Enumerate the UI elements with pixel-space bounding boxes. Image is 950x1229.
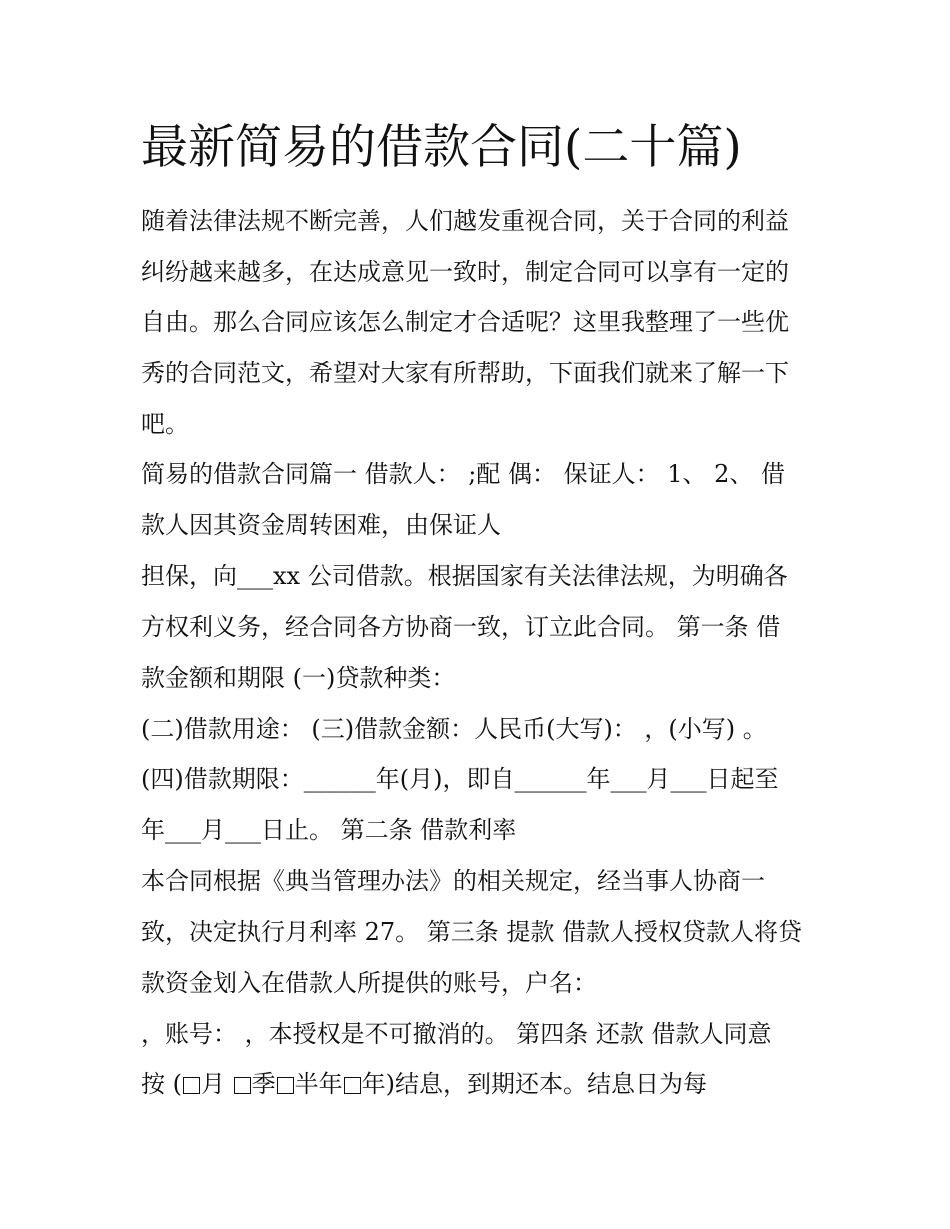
paragraph-line: 致，决定执行月利率 27。 第三条 提款 借款人授权贷款人将贷 <box>141 918 803 946</box>
line-prefix: 按 ( <box>141 1070 182 1098</box>
option-quarter-label: 季 <box>251 1070 276 1098</box>
checkbox-half-year <box>277 1077 294 1094</box>
paragraph-line: 款资金划入在借款人所提供的账号，户名： <box>141 969 597 997</box>
paragraph-line-checkboxes <box>141 1068 841 1100</box>
option-month-label: 月 <box>201 1070 233 1098</box>
option-year-label: 年)结息，到期还本。结息日为每 <box>361 1070 708 1098</box>
paragraph-line: 款人因其资金周转困难，由保证人 <box>141 511 501 539</box>
paragraph-line: 年___月___日止。 第二条 借款利率 <box>141 816 517 844</box>
paragraph-line: ，账号： ，本授权是不可撤消的。 第四条 还款 借款人同意 <box>141 1020 772 1048</box>
paragraph-line: 方权利义务，经合同各方协商一致，订立此合同。 第一条 借 <box>141 613 781 641</box>
paragraph-line: 本合同根据《典当管理办法》的相关规定，经当事人协商一 <box>141 867 765 895</box>
paragraph-line: 自由。那么合同应该怎么制定才合适呢？这里我整理了一些优 <box>141 308 789 336</box>
paragraph-line: 担保，向___xx 公司借款。根据国家有关法律法规，为明确各 <box>141 562 788 590</box>
paragraph-line: 秀的合同范文，希望对大家有所帮助，下面我们就来了解一下 <box>141 359 789 387</box>
option-half-year-label: 半年 <box>294 1070 343 1098</box>
paragraph-line: 吧。 <box>141 410 189 438</box>
checkbox-yearly <box>344 1077 361 1094</box>
checkbox-monthly <box>183 1077 200 1094</box>
paragraph-line: (四)借款期限：______年(月)，即自______年___月___日起至 <box>141 765 779 793</box>
paragraph-line: 随着法律法规不断完善，人们越发重视合同，关于合同的利益 <box>141 207 789 235</box>
checkbox-quarterly <box>234 1077 251 1094</box>
paragraph-line: 款金额和期限 (一)贷款种类： <box>141 664 456 692</box>
paragraph-line: (二)借款用途： (三)借款金额：人民币(大写)： ，(小写) 。 <box>141 715 767 743</box>
document-title: 最新简易的借款合同(二十篇) <box>141 120 742 175</box>
paragraph-line: 简易的借款合同篇一 借款人： ;配 偶： 保证人： 1、 2、 借 <box>141 460 786 488</box>
paragraph-line: 纠纷越来越多，在达成意见一致时，制定合同可以享有一定的 <box>141 258 789 286</box>
